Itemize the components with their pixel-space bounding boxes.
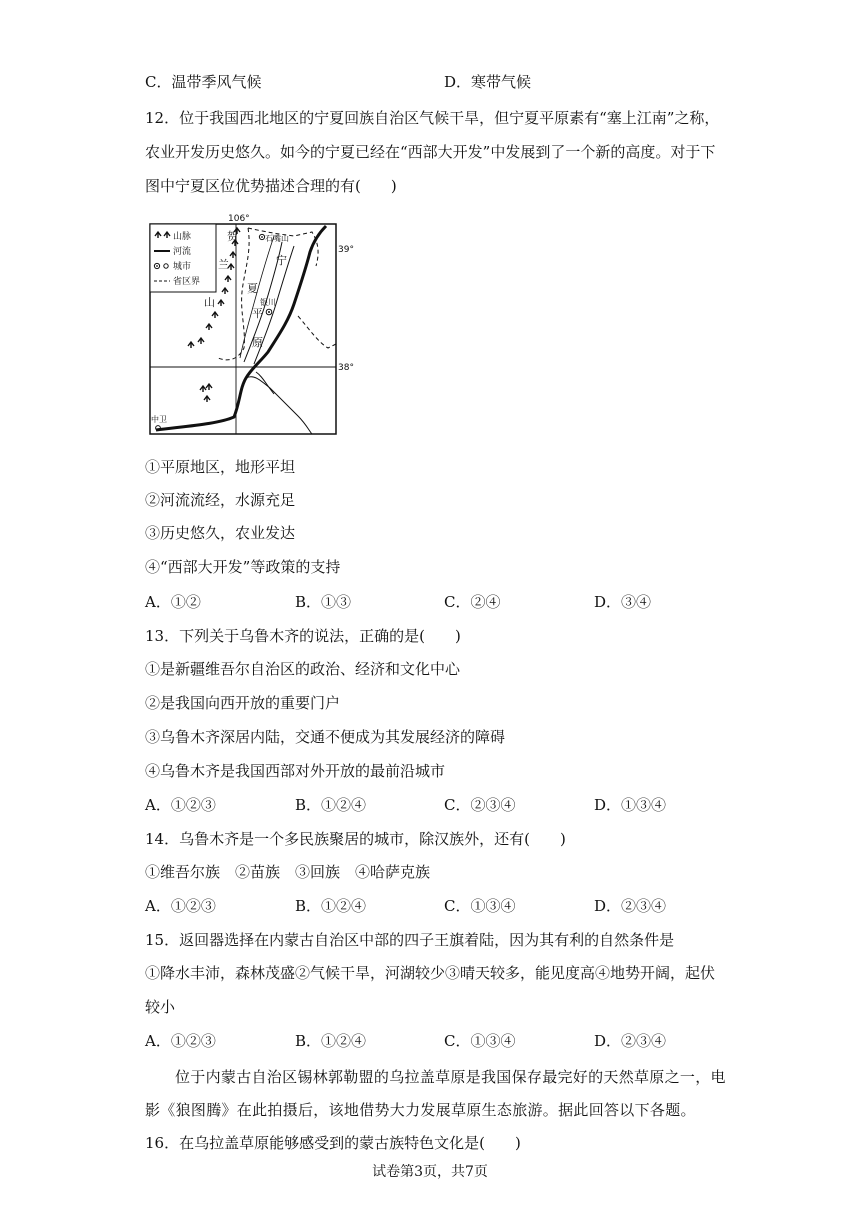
q14-options-row — [145, 896, 705, 916]
q16-stem: 16．在乌拉盖草原能够感受到的蒙古族特色文化是( ) — [145, 1134, 521, 1152]
passage-line1: 位于内蒙古自治区锡林郭勒盟的乌拉盖草原是我国保存最完好的天然草原之一，电 — [175, 1068, 726, 1086]
q12-item-1: ①平原地区，地形平坦 — [145, 458, 296, 476]
label-zhongwei: 中卫 — [151, 415, 167, 424]
q12-option-a: A．①② — [145, 593, 201, 611]
q13-option-d: D．①③④ — [594, 796, 667, 814]
q12-stem-line2: 农业开发历史悠久。如今的宁夏已经在“西部大开发”中发展到了一个新的高度。对于下 — [145, 143, 716, 161]
q13-option-a: A．①②③ — [145, 796, 216, 814]
q12-option-b: B．①③ — [295, 593, 352, 611]
label-he: 贺 — [227, 230, 238, 243]
legend-river-label: 河流 — [173, 247, 192, 257]
legend-city-label: 城市 — [173, 262, 192, 272]
q15-option-c: C．①③④ — [444, 1032, 516, 1050]
q14-option-d: D．②③④ — [594, 897, 667, 915]
q14-option-b: B．①②④ — [295, 897, 367, 915]
lon-106-label: 106° — [228, 214, 250, 224]
legend-mountain-label: 山脉 — [173, 232, 192, 242]
q13-option-b: B．①②④ — [295, 796, 367, 814]
q15-items-line2: 较小 — [145, 998, 176, 1016]
q15-items-line1: ①降水丰沛，森林茂盛②气候干旱，河湖较少③晴天较多，能见度高④地势开阔，起伏 — [145, 964, 716, 982]
q12-option-d: D．③④ — [594, 593, 652, 611]
q13-options-row — [145, 795, 705, 815]
lat-38-label: 38° — [338, 363, 354, 373]
q13-item-3: ③乌鲁木齐深居内陆，交通不便成为其发展经济的障碍 — [145, 728, 506, 746]
label-ping: 平 — [252, 307, 263, 320]
q11-options-row — [145, 72, 705, 92]
q12-item-4: ④“西部大开发”等政策的支持 — [145, 558, 341, 576]
q14-option-a: A．①②③ — [145, 897, 216, 915]
ningxia-map-svg — [148, 212, 366, 440]
ningxia-map — [148, 212, 366, 440]
q13-item-1: ①是新疆维吾尔自治区的政治、经济和文化中心 — [145, 660, 461, 678]
label-xia: 夏 — [247, 282, 258, 295]
label-lan: 兰 — [218, 258, 229, 271]
q15-options-row — [145, 1031, 705, 1051]
page-footer: 试卷第3页，共7页 — [372, 1164, 488, 1180]
q14-items: ①维吾尔族 ②苗族 ③回族 ④哈萨克族 — [145, 863, 431, 881]
q12-stem-line1: 12．位于我国西北地区的宁夏回族自治区气候干旱，但宁夏平原素有“塞上江南”之称， — [145, 109, 720, 127]
label-yinchuan: 银川 — [260, 298, 276, 307]
label-ning: 宁 — [276, 254, 287, 267]
q12-item-3: ③历史悠久，农业发达 — [145, 524, 296, 542]
q13-item-4: ④乌鲁木齐是我国西部对外开放的最前沿城市 — [145, 762, 446, 780]
q12-item-2: ②河流流经，水源充足 — [145, 491, 296, 509]
label-shizuishan: 石嘴山 — [265, 234, 289, 243]
q14-option-c: C．①③④ — [444, 897, 516, 915]
q15-option-a: A．①②③ — [145, 1032, 216, 1050]
q12-options-row — [145, 592, 705, 612]
q13-item-2: ②是我国向西开放的重要门户 — [145, 694, 341, 712]
q15-stem: 15．返回器选择在内蒙古自治区中部的四子王旗着陆，因为其有利的自然条件是 — [145, 931, 675, 949]
q11-option-c: C．温带季风气候 — [145, 73, 262, 91]
label-shan: 山 — [204, 296, 215, 309]
legend-boundary-label: 省区界 — [173, 277, 201, 287]
q15-option-d: D．②③④ — [594, 1032, 667, 1050]
q13-stem: 13．下列关于乌鲁木齐的说法，正确的是( ) — [145, 627, 461, 645]
q14-stem: 14．乌鲁木齐是一个多民族聚居的城市，除汉族外，还有( ) — [145, 830, 566, 848]
q11-option-d: D．寒带气候 — [444, 73, 532, 91]
lat-39-label: 39° — [338, 245, 354, 255]
q12-option-c: C．②④ — [444, 593, 501, 611]
q13-option-c: C．②③④ — [444, 796, 516, 814]
q15-option-b: B．①②④ — [295, 1032, 367, 1050]
label-yuan: 原 — [252, 336, 263, 349]
passage-line2: 影《狼图腾》在此拍摄后，该地借势大力发展草原生态旅游。据此回答以下各题。 — [145, 1101, 696, 1119]
q12-stem-line3: 图中宁夏区位优势描述合理的有( ) — [145, 177, 397, 195]
